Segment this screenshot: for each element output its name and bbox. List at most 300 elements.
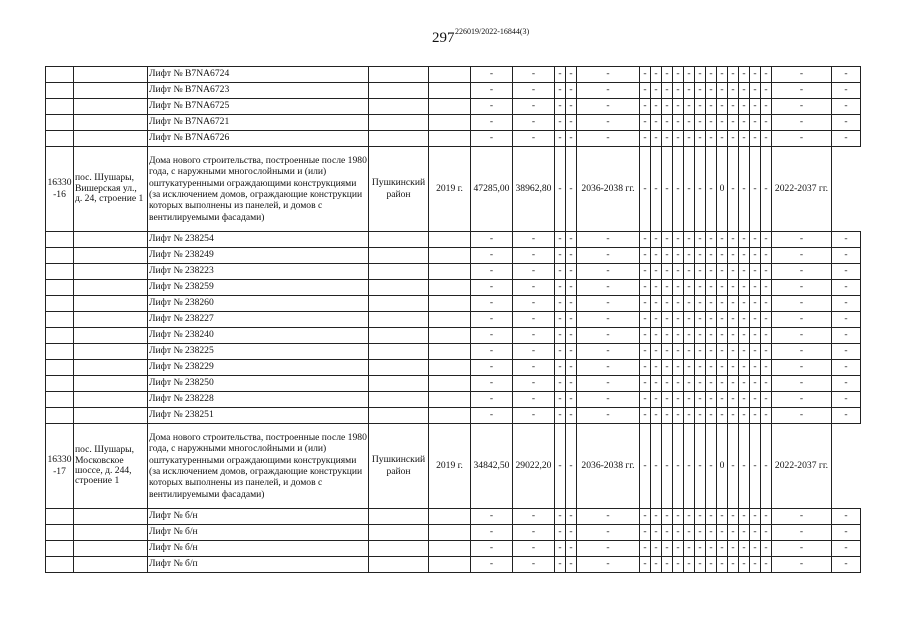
year-cell: 2019 г.	[429, 147, 471, 232]
value-cell: -	[739, 557, 750, 573]
lift-row	[46, 312, 861, 328]
value-cell: -	[651, 99, 662, 115]
value-cell: -	[555, 248, 566, 264]
value-cell: -	[717, 509, 728, 525]
value-cell: -	[750, 131, 761, 147]
value-cell: -	[695, 83, 706, 99]
address-cell	[74, 280, 148, 296]
value-cell: -	[728, 328, 739, 344]
value-cell: -	[832, 232, 861, 248]
value-cell: -	[706, 115, 717, 131]
value-cell: -	[717, 280, 728, 296]
value-cell: -	[673, 232, 684, 248]
year-cell: 2019 г.	[429, 424, 471, 509]
value-cell: -	[684, 296, 695, 312]
value-cell: -	[577, 67, 640, 83]
value-cell: -	[640, 264, 651, 280]
value-cell: -	[471, 264, 513, 280]
value-cell: -	[566, 67, 577, 83]
value-cell: -	[566, 232, 577, 248]
value-cell: -	[706, 131, 717, 147]
house-address-cell: пос. Шушары, Московское шоссе, д. 244, строение 1	[74, 424, 148, 509]
value-cell: -	[772, 541, 832, 557]
value-cell: -	[651, 376, 662, 392]
value-cell: -	[513, 99, 555, 115]
value-cell: -	[750, 541, 761, 557]
value-cell: -	[717, 296, 728, 312]
value-cell: -	[832, 248, 861, 264]
value-cell: -	[739, 264, 750, 280]
address-cell	[74, 557, 148, 573]
value-cell: -	[640, 557, 651, 573]
value-cell: -	[673, 408, 684, 424]
value-cell: -	[640, 131, 651, 147]
value-cell: -	[555, 115, 566, 131]
district-cell	[369, 248, 429, 264]
value-cell: -	[673, 115, 684, 131]
value-cell: -	[566, 376, 577, 392]
value-cell: -	[555, 424, 566, 509]
value-cell: -	[651, 83, 662, 99]
address-cell	[74, 312, 148, 328]
value-cell: -	[640, 541, 651, 557]
value-cell: -	[673, 280, 684, 296]
value-cell: -	[555, 147, 566, 232]
value-cell: -	[555, 232, 566, 248]
value-cell: -	[471, 408, 513, 424]
plan-period-cell: 2022-2037 гг.	[772, 424, 832, 509]
value-cell: -	[513, 248, 555, 264]
value-cell: -	[566, 264, 577, 280]
value-cell: -	[513, 296, 555, 312]
address-cell	[74, 248, 148, 264]
value-cell: -	[651, 424, 662, 509]
district-cell	[369, 115, 429, 131]
value-cell: -	[695, 248, 706, 264]
value-cell: -	[684, 115, 695, 131]
value-cell: -	[772, 115, 832, 131]
value-cell: -	[761, 115, 772, 131]
address-cell	[74, 392, 148, 408]
value-cell: -	[577, 328, 640, 344]
value-cell: -	[651, 557, 662, 573]
value-cell: -	[695, 557, 706, 573]
district-cell	[369, 312, 429, 328]
value-cell: -	[651, 509, 662, 525]
lift-name-cell: Лифт № 238251	[148, 408, 369, 424]
value-cell: -	[640, 296, 651, 312]
value-cell: -	[566, 557, 577, 573]
value-cell: -	[695, 67, 706, 83]
value-cell: -	[761, 392, 772, 408]
value-cell: -	[832, 509, 861, 525]
value-cell: -	[513, 131, 555, 147]
year-cell	[429, 344, 471, 360]
value-cell: -	[832, 344, 861, 360]
value-cell: -	[761, 376, 772, 392]
address-cell	[74, 131, 148, 147]
value-cell: -	[673, 509, 684, 525]
value-cell: -	[566, 408, 577, 424]
value-cell: -	[684, 280, 695, 296]
value-cell: -	[832, 264, 861, 280]
value-cell: -	[673, 296, 684, 312]
value-cell: -	[640, 67, 651, 83]
id-cell	[46, 344, 74, 360]
value-cell: -	[728, 232, 739, 248]
address-cell	[74, 344, 148, 360]
year-cell	[429, 312, 471, 328]
value-cell: -	[728, 525, 739, 541]
value-cell: -	[555, 99, 566, 115]
value-cell: -	[673, 392, 684, 408]
value-cell: -	[640, 115, 651, 131]
value-cell: -	[695, 232, 706, 248]
year-cell	[429, 83, 471, 99]
value-cell: -	[555, 408, 566, 424]
id-cell	[46, 557, 74, 573]
value-cell: -	[761, 280, 772, 296]
value-cell: -	[673, 344, 684, 360]
value-cell: -	[761, 360, 772, 376]
value-cell: -	[717, 376, 728, 392]
value-cell: -	[761, 509, 772, 525]
value-cell: -	[717, 541, 728, 557]
value-cell: -	[761, 131, 772, 147]
value-cell: -	[673, 99, 684, 115]
lift-row	[46, 344, 861, 360]
value-cell: -	[673, 67, 684, 83]
district-cell	[369, 541, 429, 557]
value-cell: -	[651, 525, 662, 541]
value-cell: -	[555, 392, 566, 408]
value-cell: -	[577, 131, 640, 147]
value-cell: -	[739, 83, 750, 99]
year-cell	[429, 232, 471, 248]
value-cell: -	[832, 392, 861, 408]
lift-row	[46, 131, 861, 147]
value-cell: -	[717, 525, 728, 541]
value-cell: -	[684, 408, 695, 424]
value-cell: -	[651, 280, 662, 296]
value-cell: -	[513, 525, 555, 541]
value-cell: -	[651, 296, 662, 312]
value-cell: -	[706, 408, 717, 424]
repair-period-cell: 2036-2038 гг.	[577, 147, 640, 232]
value-cell: -	[772, 83, 832, 99]
value-cell: -	[471, 131, 513, 147]
value-cell: -	[772, 509, 832, 525]
value-cell: -	[673, 328, 684, 344]
value-cell: -	[728, 248, 739, 264]
value-cell: -	[761, 328, 772, 344]
year-cell	[429, 280, 471, 296]
value-cell: -	[471, 232, 513, 248]
value-cell: -	[832, 99, 861, 115]
value-cell: -	[832, 83, 861, 99]
district-cell	[369, 280, 429, 296]
value-cell: -	[717, 248, 728, 264]
value-cell: -	[662, 408, 673, 424]
value-cell: -	[739, 280, 750, 296]
value-cell: -	[684, 557, 695, 573]
lift-name-cell: Лифт № 238259	[148, 280, 369, 296]
lift-name-cell: Лифт № B7NA6726	[148, 131, 369, 147]
value-cell: -	[555, 131, 566, 147]
value-cell: -	[695, 541, 706, 557]
id-cell	[46, 67, 74, 83]
value-cell: -	[662, 232, 673, 248]
value-cell: -	[728, 67, 739, 83]
value-cell: -	[772, 67, 832, 83]
address-cell	[74, 232, 148, 248]
value-cell: -	[832, 525, 861, 541]
value-cell: -	[750, 67, 761, 83]
value-cell: -	[513, 83, 555, 99]
value-cell: -	[695, 344, 706, 360]
value-cell: -	[471, 67, 513, 83]
value-cell: -	[832, 67, 861, 83]
house-id-cell: 16330 -17	[46, 424, 74, 509]
value-cell: -	[662, 328, 673, 344]
value-cell: -	[706, 296, 717, 312]
value-cell: -	[555, 280, 566, 296]
value-cell: -	[673, 525, 684, 541]
value-cell: -	[566, 344, 577, 360]
value-cell: -	[706, 312, 717, 328]
value-cell: -	[684, 232, 695, 248]
address-cell	[74, 83, 148, 99]
value-cell: -	[772, 312, 832, 328]
value-cell: -	[684, 541, 695, 557]
value-cell: -	[684, 147, 695, 232]
area-living-cell: 29022,20	[513, 424, 555, 509]
value-cell: -	[717, 67, 728, 83]
value-cell: -	[662, 280, 673, 296]
value-cell: -	[728, 99, 739, 115]
value-cell: -	[566, 509, 577, 525]
value-cell: -	[662, 131, 673, 147]
value-cell: -	[728, 376, 739, 392]
value-cell: -	[651, 392, 662, 408]
year-cell	[429, 115, 471, 131]
id-cell	[46, 83, 74, 99]
value-cell: -	[640, 525, 651, 541]
id-cell	[46, 248, 74, 264]
value-cell: -	[566, 131, 577, 147]
value-cell: -	[662, 296, 673, 312]
lift-name-cell: Лифт № б/н	[148, 525, 369, 541]
value-cell: -	[695, 147, 706, 232]
value-cell: -	[577, 115, 640, 131]
value-cell: -	[640, 344, 651, 360]
value-cell: -	[513, 115, 555, 131]
district-cell	[369, 557, 429, 573]
value-cell: -	[761, 312, 772, 328]
value-cell: -	[577, 541, 640, 557]
value-cell: -	[640, 360, 651, 376]
value-cell: -	[772, 376, 832, 392]
value-cell: -	[471, 344, 513, 360]
id-cell	[46, 541, 74, 557]
value-cell: -	[673, 83, 684, 99]
value-cell: -	[513, 328, 555, 344]
year-cell	[429, 264, 471, 280]
value-cell: -	[651, 264, 662, 280]
value-cell: -	[728, 296, 739, 312]
value-cell: -	[772, 99, 832, 115]
year-cell	[429, 131, 471, 147]
value-cell: -	[673, 376, 684, 392]
value-cell: -	[684, 509, 695, 525]
value-cell: -	[706, 232, 717, 248]
value-cell: -	[662, 83, 673, 99]
value-cell: -	[684, 67, 695, 83]
address-cell	[74, 328, 148, 344]
value-cell: -	[577, 248, 640, 264]
value-cell: -	[513, 376, 555, 392]
value-cell: -	[832, 408, 861, 424]
value-cell: -	[673, 557, 684, 573]
value-cell: -	[566, 83, 577, 99]
house-description-cell: Дома нового строительства, построенные после 1980 года, с наружными многослойными и (или) оштукатуренными ограждающими конструкциями (за исключением домов, ограждающие конструкции которых выполнены из панелей, и домов с вентилируемыми фасадами)	[148, 424, 369, 509]
lift-name-cell: Лифт № 238229	[148, 360, 369, 376]
value-cell: -	[750, 525, 761, 541]
value-cell: -	[651, 147, 662, 232]
value-cell: -	[555, 509, 566, 525]
value-cell: -	[640, 99, 651, 115]
value-cell: -	[695, 509, 706, 525]
value-cell: -	[739, 408, 750, 424]
value-cell: -	[662, 376, 673, 392]
value-cell: -	[513, 509, 555, 525]
value-cell: -	[728, 360, 739, 376]
value-cell: -	[513, 557, 555, 573]
lift-row	[46, 83, 861, 99]
value-cell: -	[695, 115, 706, 131]
lift-name-cell: Лифт № 238240	[148, 328, 369, 344]
value-cell: -	[832, 280, 861, 296]
value-cell: -	[761, 525, 772, 541]
value-cell: -	[717, 83, 728, 99]
value-cell: -	[471, 83, 513, 99]
value-cell: -	[728, 83, 739, 99]
repair-period-cell: 2036-2038 гг.	[577, 424, 640, 509]
value-cell: -	[651, 328, 662, 344]
value-cell: -	[651, 131, 662, 147]
id-cell	[46, 525, 74, 541]
value-cell: -	[706, 83, 717, 99]
value-cell: -	[684, 424, 695, 509]
value-cell: -	[832, 296, 861, 312]
value-cell: -	[651, 360, 662, 376]
value-cell: -	[706, 147, 717, 232]
value-cell: -	[761, 408, 772, 424]
value-cell: -	[706, 376, 717, 392]
document-reference: 226019/2022-16844(3)	[455, 27, 530, 36]
value-cell: -	[761, 83, 772, 99]
page-number: 297	[432, 30, 455, 46]
value-cell: -	[750, 408, 761, 424]
value-cell: -	[640, 232, 651, 248]
value-cell: -	[717, 312, 728, 328]
value-cell: -	[471, 115, 513, 131]
value-cell: -	[662, 248, 673, 264]
lift-name-cell: Лифт № б/н	[148, 541, 369, 557]
value-cell: -	[717, 408, 728, 424]
year-cell	[429, 99, 471, 115]
value-cell: -	[772, 525, 832, 541]
value-cell: -	[717, 131, 728, 147]
value-cell: -	[772, 264, 832, 280]
lift-row	[46, 280, 861, 296]
value-cell: -	[471, 525, 513, 541]
value-cell: -	[566, 248, 577, 264]
value-cell: -	[706, 392, 717, 408]
value-cell: -	[706, 360, 717, 376]
value-cell: -	[555, 312, 566, 328]
value-cell: -	[471, 541, 513, 557]
value-cell: -	[750, 360, 761, 376]
district-cell	[369, 408, 429, 424]
value-cell: -	[772, 392, 832, 408]
value-cell: -	[728, 115, 739, 131]
lift-row	[46, 408, 861, 424]
value-cell: -	[471, 280, 513, 296]
value-cell: -	[513, 232, 555, 248]
value-cell: -	[566, 541, 577, 557]
id-cell	[46, 99, 74, 115]
value-cell: -	[471, 248, 513, 264]
value-cell: -	[739, 99, 750, 115]
house-id-cell: 16330 -16	[46, 147, 74, 232]
value-cell: -	[772, 280, 832, 296]
value-cell: -	[566, 280, 577, 296]
value-cell: -	[684, 328, 695, 344]
lift-name-cell: Лифт № 238225	[148, 344, 369, 360]
id-cell	[46, 392, 74, 408]
value-cell: -	[684, 99, 695, 115]
value-cell: -	[728, 280, 739, 296]
lift-row	[46, 67, 861, 83]
value-cell: -	[761, 296, 772, 312]
value-cell: -	[750, 296, 761, 312]
value-cell: -	[750, 99, 761, 115]
id-cell	[46, 115, 74, 131]
id-cell	[46, 376, 74, 392]
value-cell: -	[772, 344, 832, 360]
id-cell	[46, 232, 74, 248]
value-cell: -	[739, 67, 750, 83]
value-cell: -	[695, 99, 706, 115]
address-cell	[74, 264, 148, 280]
value-cell: -	[750, 232, 761, 248]
value-cell: -	[513, 280, 555, 296]
value-cell: -	[706, 525, 717, 541]
value-cell: -	[706, 509, 717, 525]
district-cell	[369, 328, 429, 344]
lift-name-cell: Лифт № 238227	[148, 312, 369, 328]
district-cell	[369, 296, 429, 312]
value-cell: -	[761, 248, 772, 264]
value-cell: -	[673, 312, 684, 328]
address-cell	[74, 408, 148, 424]
id-cell	[46, 131, 74, 147]
value-cell: -	[739, 131, 750, 147]
district-cell	[369, 232, 429, 248]
value-cell: -	[513, 264, 555, 280]
value-cell: -	[761, 232, 772, 248]
